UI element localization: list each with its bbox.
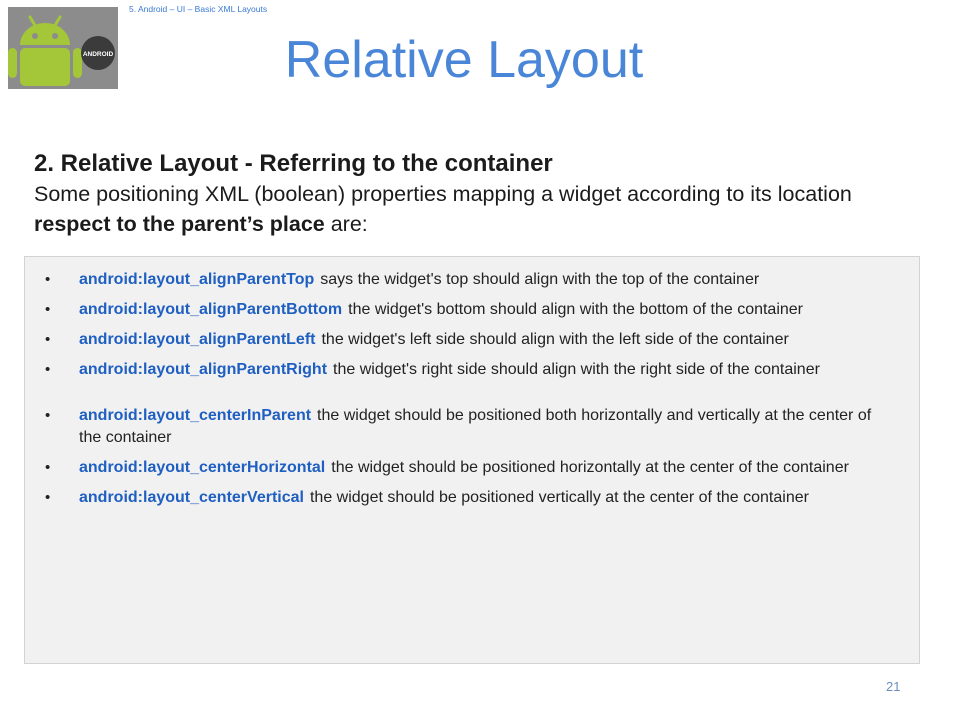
bullet-icon: • [45,459,51,476]
intro-block [34,149,914,239]
page-title: Relative Layout [284,31,644,89]
section-heading: 2. Relative Layout - Referring to the container [34,150,553,177]
breadcrumb: 5. Android – UI – Basic XML Layouts [129,4,268,14]
property-description: the widget should be positioned horizontally at the center of the container [331,459,849,476]
property-name: android:layout_alignParentRight [79,361,328,378]
bullet-icon: • [45,301,51,318]
bullet-icon: • [45,407,51,424]
property-name: android:layout_centerInParent [79,407,312,424]
property-description: the widget should be positioned vertically at the center of the container [309,489,809,506]
page-number: 21 [886,679,901,694]
list-item [25,359,919,381]
intro-text-emphasis: respect to the parent’s place [34,212,325,236]
list-item [25,487,919,509]
property-description: says the widget's top should align with the top of the container [320,271,760,288]
property-name: android:layout_centerVertical [79,489,304,506]
property-description: the widget should be positioned both horizontally and vertically at the center of the container [79,407,872,446]
property-description: the widget's bottom should align with the bottom of the container [348,301,804,318]
svg-text:ANDROID: ANDROID [82,51,114,58]
property-description: the widget's left side should align with the left side of the container [321,331,789,348]
bullet-icon: • [45,331,51,348]
bullet-icon: • [45,271,51,288]
property-name: android:layout_alignParentLeft [79,331,316,348]
property-name: android:layout_centerHorizontal [79,459,326,476]
list-item [25,269,919,291]
list-item [25,405,919,449]
list-item [25,299,919,321]
intro-text-start: Some positioning XML (boolean) properties mapping a widget according to its location [34,182,852,206]
bullet-icon: • [45,361,51,378]
list-item [25,457,919,479]
list-item [25,329,919,351]
property-name: android:layout_alignParentBottom [79,301,343,318]
properties-panel [24,256,920,664]
property-list [25,257,919,509]
intro-text [34,179,914,239]
bullet-icon: • [45,489,51,506]
intro-text-end: are: [324,212,368,236]
property-description: the widget's right side should align with the right side of the container [333,361,820,378]
property-name: android:layout_alignParentTop [79,271,315,288]
